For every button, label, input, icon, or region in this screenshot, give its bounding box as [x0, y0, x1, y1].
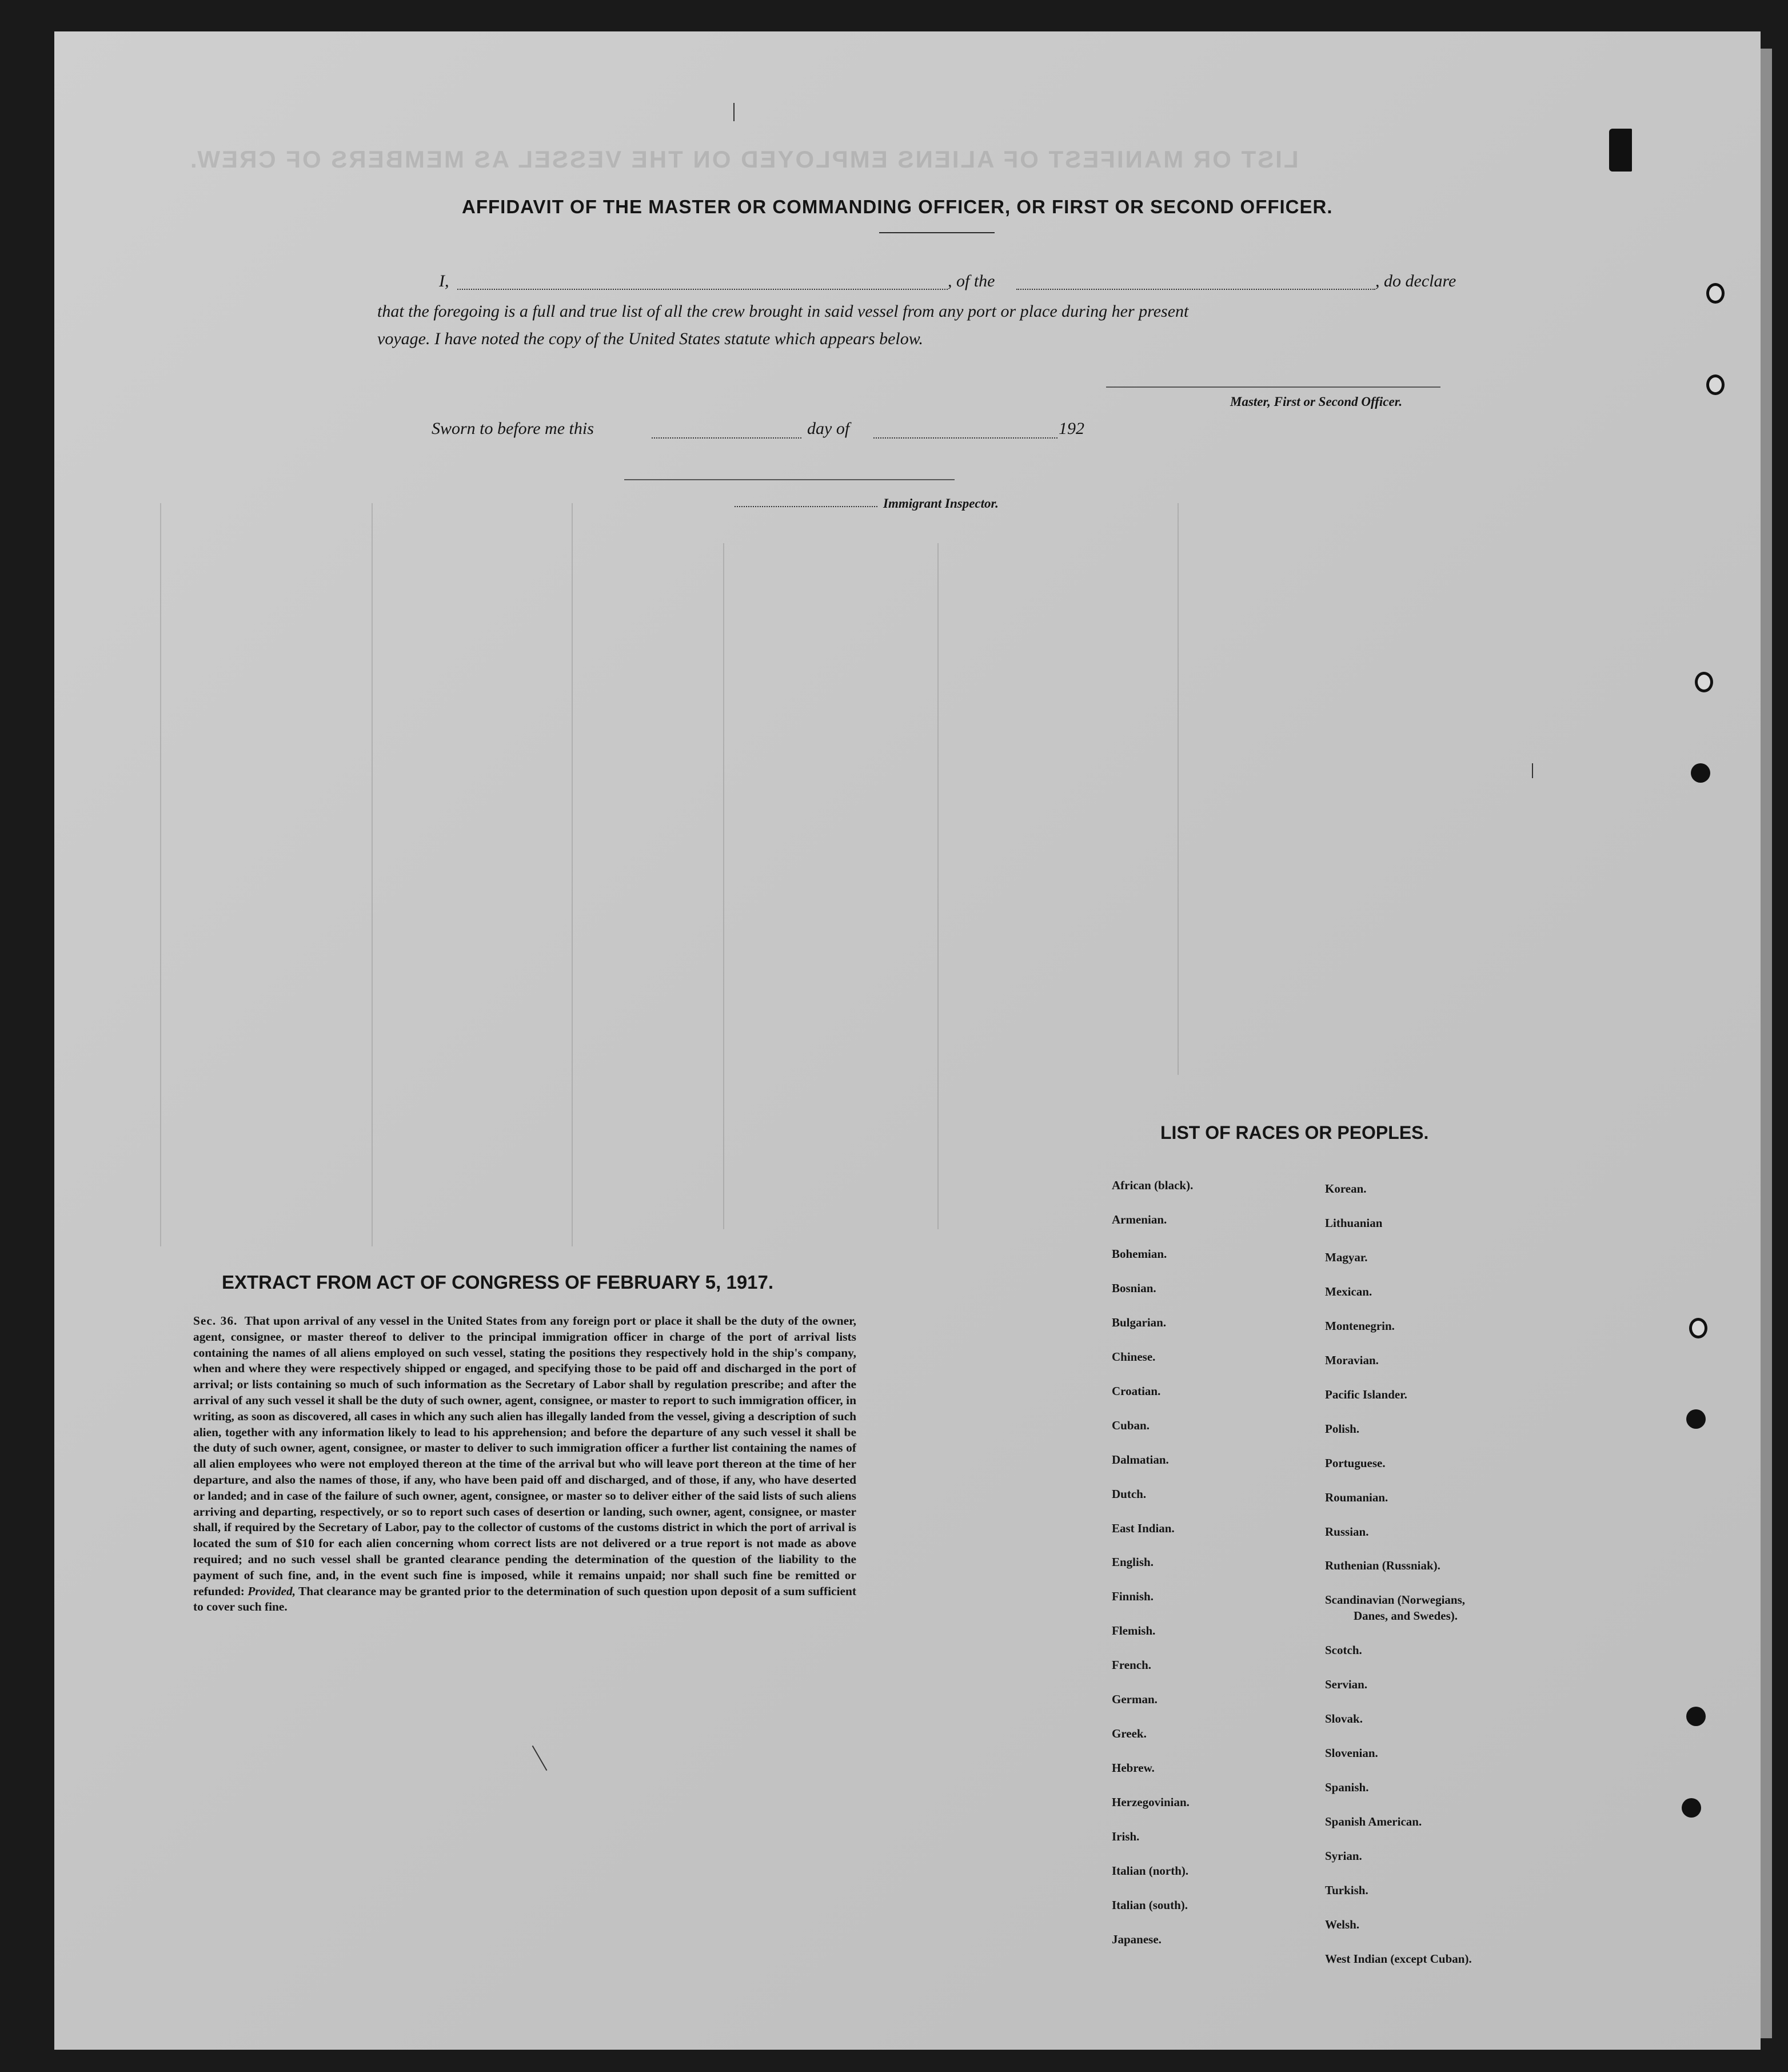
race-item: Mexican.: [1325, 1284, 1372, 1298]
affidavit-line2: that the foregoing is a full and true list of all the crew brought in said vessel from any port or place during her present: [377, 302, 1189, 321]
race-item: Slovenian.: [1325, 1746, 1378, 1760]
race-item: English.: [1112, 1555, 1154, 1569]
affidavit-line1-mid: , of the: [948, 272, 995, 290]
race-item: Italian (south).: [1112, 1898, 1188, 1912]
sworn-year: 192: [1059, 419, 1084, 438]
bleed-through-heading: LIST OR MANIFEST OF ALIENS EMPLOYED ON THE VESSEL AS MEMBERS OF CREW.: [189, 146, 1299, 173]
race-item: Dutch.: [1112, 1487, 1147, 1501]
sworn-month-field[interactable]: [873, 437, 1057, 439]
punch-hole: [1682, 1798, 1701, 1818]
race-item: Bohemian.: [1112, 1246, 1167, 1261]
race-item: Polish.: [1325, 1421, 1360, 1436]
race-item: Dalmatian.: [1112, 1452, 1169, 1467]
race-item: Irish.: [1112, 1830, 1140, 1844]
race-item: Chinese.: [1112, 1349, 1156, 1364]
race-item: Slovak.: [1325, 1712, 1363, 1726]
race-item: Italian (north).: [1112, 1864, 1189, 1878]
affidavit-heading: AFFIDAVIT OF THE MASTER OR COMMANDING OFFICER, OR FIRST OR SECOND OFFICER.: [462, 196, 1333, 217]
race-item: Scandinavian (Norwegians,: [1325, 1593, 1466, 1607]
sworn-text: Sworn to before me this: [432, 419, 594, 438]
bleed-through-column-line: [372, 503, 373, 1246]
sworn-day-field[interactable]: [652, 437, 801, 439]
punch-hole: [1706, 374, 1725, 395]
race-item: Turkish.: [1325, 1883, 1368, 1897]
race-item: Croatian.: [1112, 1384, 1161, 1398]
race-item: Syrian.: [1325, 1849, 1362, 1863]
race-item: Hebrew.: [1112, 1761, 1155, 1775]
extract-heading: EXTRACT FROM ACT OF CONGRESS OF FEBRUARY 5, 1917.: [222, 1272, 774, 1293]
punch-hole: [1691, 763, 1710, 783]
race-item: Magyar.: [1325, 1250, 1368, 1264]
inspector-signature-line[interactable]: [624, 479, 955, 480]
race-item: Korean.: [1325, 1182, 1367, 1196]
race-item: Portuguese.: [1325, 1456, 1386, 1470]
race-item: Herzegovinian.: [1112, 1795, 1190, 1810]
race-item: Russian.: [1325, 1524, 1369, 1539]
race-item: Japanese.: [1112, 1932, 1162, 1946]
pen-mark: [1532, 763, 1533, 778]
affidavit-line1-start: I,: [439, 272, 449, 290]
race-item: West Indian (except Cuban).: [1325, 1951, 1472, 1966]
page-corner-tab: [1609, 129, 1632, 172]
race-item: Spanish.: [1325, 1780, 1369, 1795]
race-item: Scotch.: [1325, 1643, 1362, 1657]
pen-mark: [733, 103, 735, 121]
race-item: African (black).: [1112, 1178, 1194, 1192]
race-item: East Indian.: [1112, 1521, 1175, 1535]
race-item: Roumanian.: [1325, 1490, 1388, 1504]
affidavit-heading-rule: [879, 232, 995, 233]
proviso-label: Provided,: [248, 1584, 296, 1598]
race-item: Lithuanian: [1325, 1216, 1383, 1230]
inspector-label: Immigrant Inspector.: [883, 496, 999, 511]
master-signature-label: Master, First or Second Officer.: [1230, 395, 1403, 409]
section-label: Sec. 36.: [193, 1314, 238, 1328]
proviso-text: That clearance may be granted prior to the determination of such question upon deposit of a sum sufficient to cover such fine.: [193, 1584, 856, 1614]
race-item: Spanish American.: [1325, 1815, 1422, 1829]
punch-hole: [1695, 672, 1713, 692]
race-item: Greek.: [1112, 1727, 1147, 1741]
race-item: Armenian.: [1112, 1212, 1167, 1226]
race-item: Welsh.: [1325, 1917, 1360, 1931]
officer-name-field[interactable]: [457, 289, 948, 290]
race-item: German.: [1112, 1692, 1158, 1707]
race-item: Montenegrin.: [1325, 1318, 1395, 1333]
race-item: Bosnian.: [1112, 1281, 1156, 1295]
bleed-through-column-line: [572, 503, 573, 1246]
race-item: Pacific Islander.: [1325, 1387, 1407, 1401]
vessel-name-field[interactable]: [1016, 289, 1375, 290]
affidavit-line3: voyage. I have noted the copy of the United States statute which appears below.: [377, 329, 924, 348]
bleed-through-column-line: [1178, 503, 1179, 1075]
master-signature-line[interactable]: [1106, 386, 1440, 388]
section-36-text: [193, 1313, 856, 1615]
race-item: Bulgarian.: [1112, 1315, 1167, 1329]
sworn-day-of: day of: [807, 419, 850, 438]
race-item: Servian.: [1325, 1677, 1368, 1692]
section-body: That upon arrival of any vessel in the United States from any foreign port or place it shall be the duty of the owner, agent, consignee, or master thereof to deliver to the principal immigration officer in charge of the port of arrival lists containing the names of all aliens employed on such vessel, stating the positions they respectively hold in the ship's company, when and where they were respectively shipped or engaged, and specifying those to be paid off and discharged in the port of arrival; or lists containing so much of such information as the Secretary of Labor shall by regulation prescribe; and after the arrival of any such vessel it shall be the duty of such owner, agent, consignee, or master to report to such immigration officer, in writing, as soon as discovered, all cases in which any such alien has illegally landed from the vessel, giving a description of such alien, together with any information likely to lead to his apprehension; and before the departure of any such vessel it shall be the duty of such owner, agent, consignee, or master to deliver to such immigration officer a further list containing the names of all alien employees who were not employed thereon at the time of the arrival but who will leave port thereon at the time of her departure, and also the names of those, if any, who have been paid off and discharged, and of those, if any, who have deserted or landed; and in case of the failure of such owner, agent, consignee, or master so to deliver either of the said lists of such aliens arriving and departing, respectively, or so to report such cases of desertion or landing, such owner, agent, consignee, or master shall, if required by the Secretary of Labor, pay to the collector of customs of the customs district in which the port of arrival is located the sum of $10 for each alien concerning whom correct lists are not delivered or a true report is not made as above required; and no such vessel shall be granted clearance pending the determination of the question of the liability to the payment of such fine, and, in the event such fine is imposed, while it remains unpaid; nor shall such fine be remitted or refunded:: [193, 1314, 856, 1598]
race-item: Flemish.: [1112, 1624, 1156, 1638]
punch-hole: [1706, 283, 1725, 304]
punch-hole: [1689, 1318, 1707, 1338]
race-item: Ruthenian (Russniak).: [1325, 1559, 1440, 1573]
race-item: Danes, and Swedes).: [1354, 1609, 1458, 1623]
race-item: French.: [1112, 1658, 1152, 1672]
race-item: Finnish.: [1112, 1589, 1154, 1604]
bleed-through-column-line: [723, 543, 724, 1229]
page-edge: [1761, 49, 1772, 2038]
race-item: Cuban.: [1112, 1418, 1150, 1432]
punch-hole: [1686, 1707, 1706, 1726]
race-item: Moravian.: [1325, 1353, 1379, 1367]
bleed-through-column-line: [937, 543, 939, 1229]
bleed-through-column-line: [160, 503, 161, 1246]
punch-hole: [1686, 1409, 1706, 1429]
races-heading: LIST OF RACES OR PEOPLES.: [1160, 1122, 1429, 1143]
affidavit-line1-end: , do declare: [1375, 272, 1456, 290]
inspector-dotted-line: [735, 506, 877, 507]
